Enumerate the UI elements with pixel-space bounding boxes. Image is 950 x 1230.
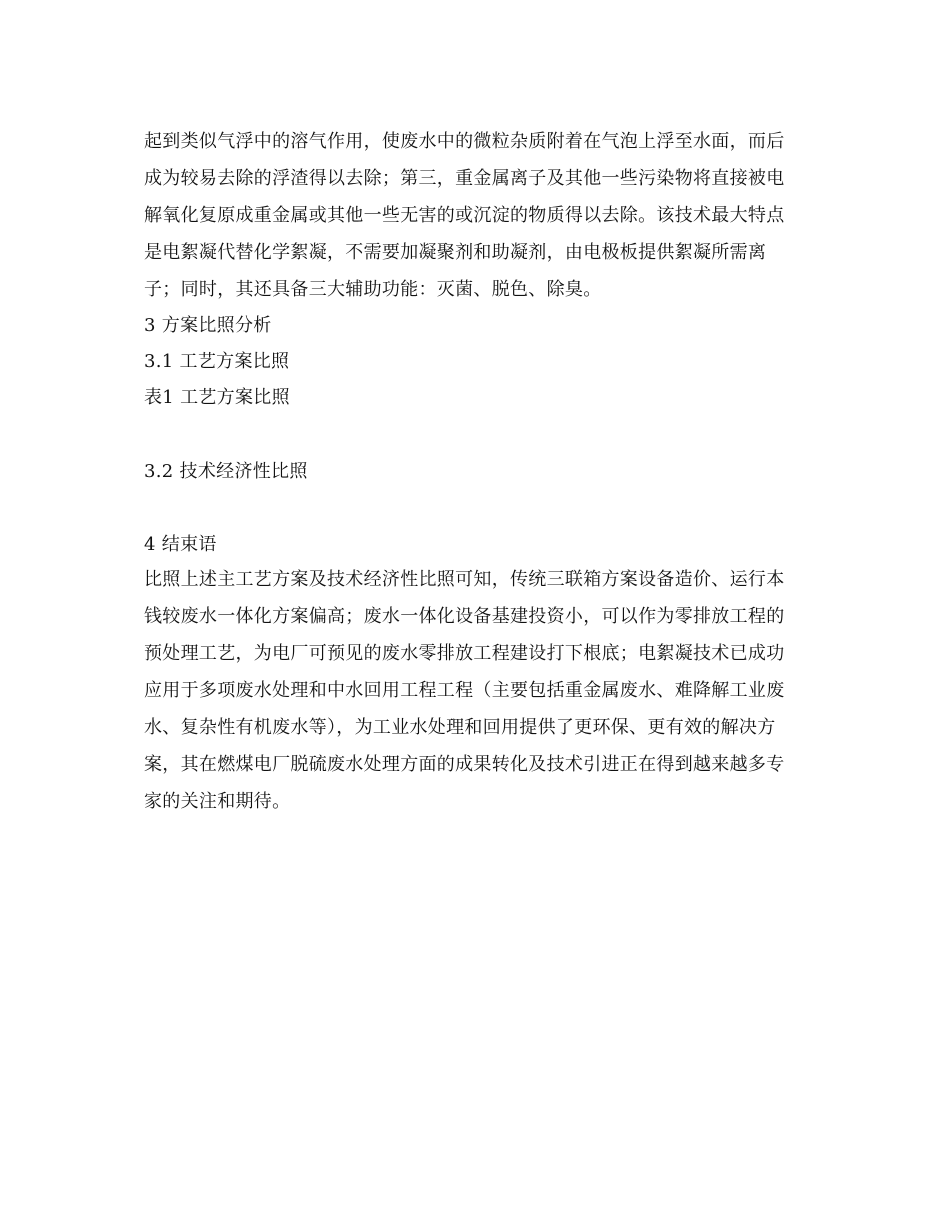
paragraph-line: 比照上述主工艺方案及技术经济性比照可知，传统三联箱方案设备造价、运行本 [144,569,785,590]
paragraph-line: 应用于多项废水处理和中水回用工程工程（主要包括重金属废水、难降解工业废 [144,680,785,701]
paragraph-line: 起到类似气浮中的溶气作用，使废水中的微粒杂质附着在气泡上浮至水面，而后 [144,131,785,152]
paragraph-line: 是电絮凝代替化学絮凝，不需要加凝聚剂和助凝剂，由电极板提供絮凝所需离 [144,242,767,263]
paragraph-line: 子；同时，其还具备三大辅助功能：灭菌、脱色、除臭。 [144,279,602,300]
paragraph-line: 解氧化复原成重金属或其他一些无害的或沉淀的物质得以去除。该技术最大特点 [144,205,785,226]
table-1-caption: 表1 工艺方案比照 [144,387,290,408]
section-3-1-heading: 3.1 工艺方案比照 [144,351,290,372]
paragraph-line: 成为较易去除的浮渣得以去除；第三，重金属离子及其他一些污染物将直接被电 [144,168,785,189]
paragraph-line: 钱较废水一体化方案偏高；废水一体化设备基建投资小，可以作为零排放工程的 [144,606,785,627]
paragraph-line: 家的关注和期待。 [144,791,291,812]
section-3-heading: 3 方案比照分析 [144,315,272,336]
paragraph-line: 水、复杂性有机废水等），为工业水处理和回用提供了更环保、更有效的解决方 [144,717,776,738]
section-4-heading: 4 结束语 [144,534,217,555]
paragraph-line: 预处理工艺，为电厂可预见的废水零排放工程建设打下根底；电絮凝技术已成功 [144,643,785,664]
section-3-2-heading: 3.2 技术经济性比照 [144,461,308,482]
paragraph-line: 案，其在燃煤电厂脱硫废水处理方面的成果转化及技术引进正在得到越来越多专 [144,754,785,775]
